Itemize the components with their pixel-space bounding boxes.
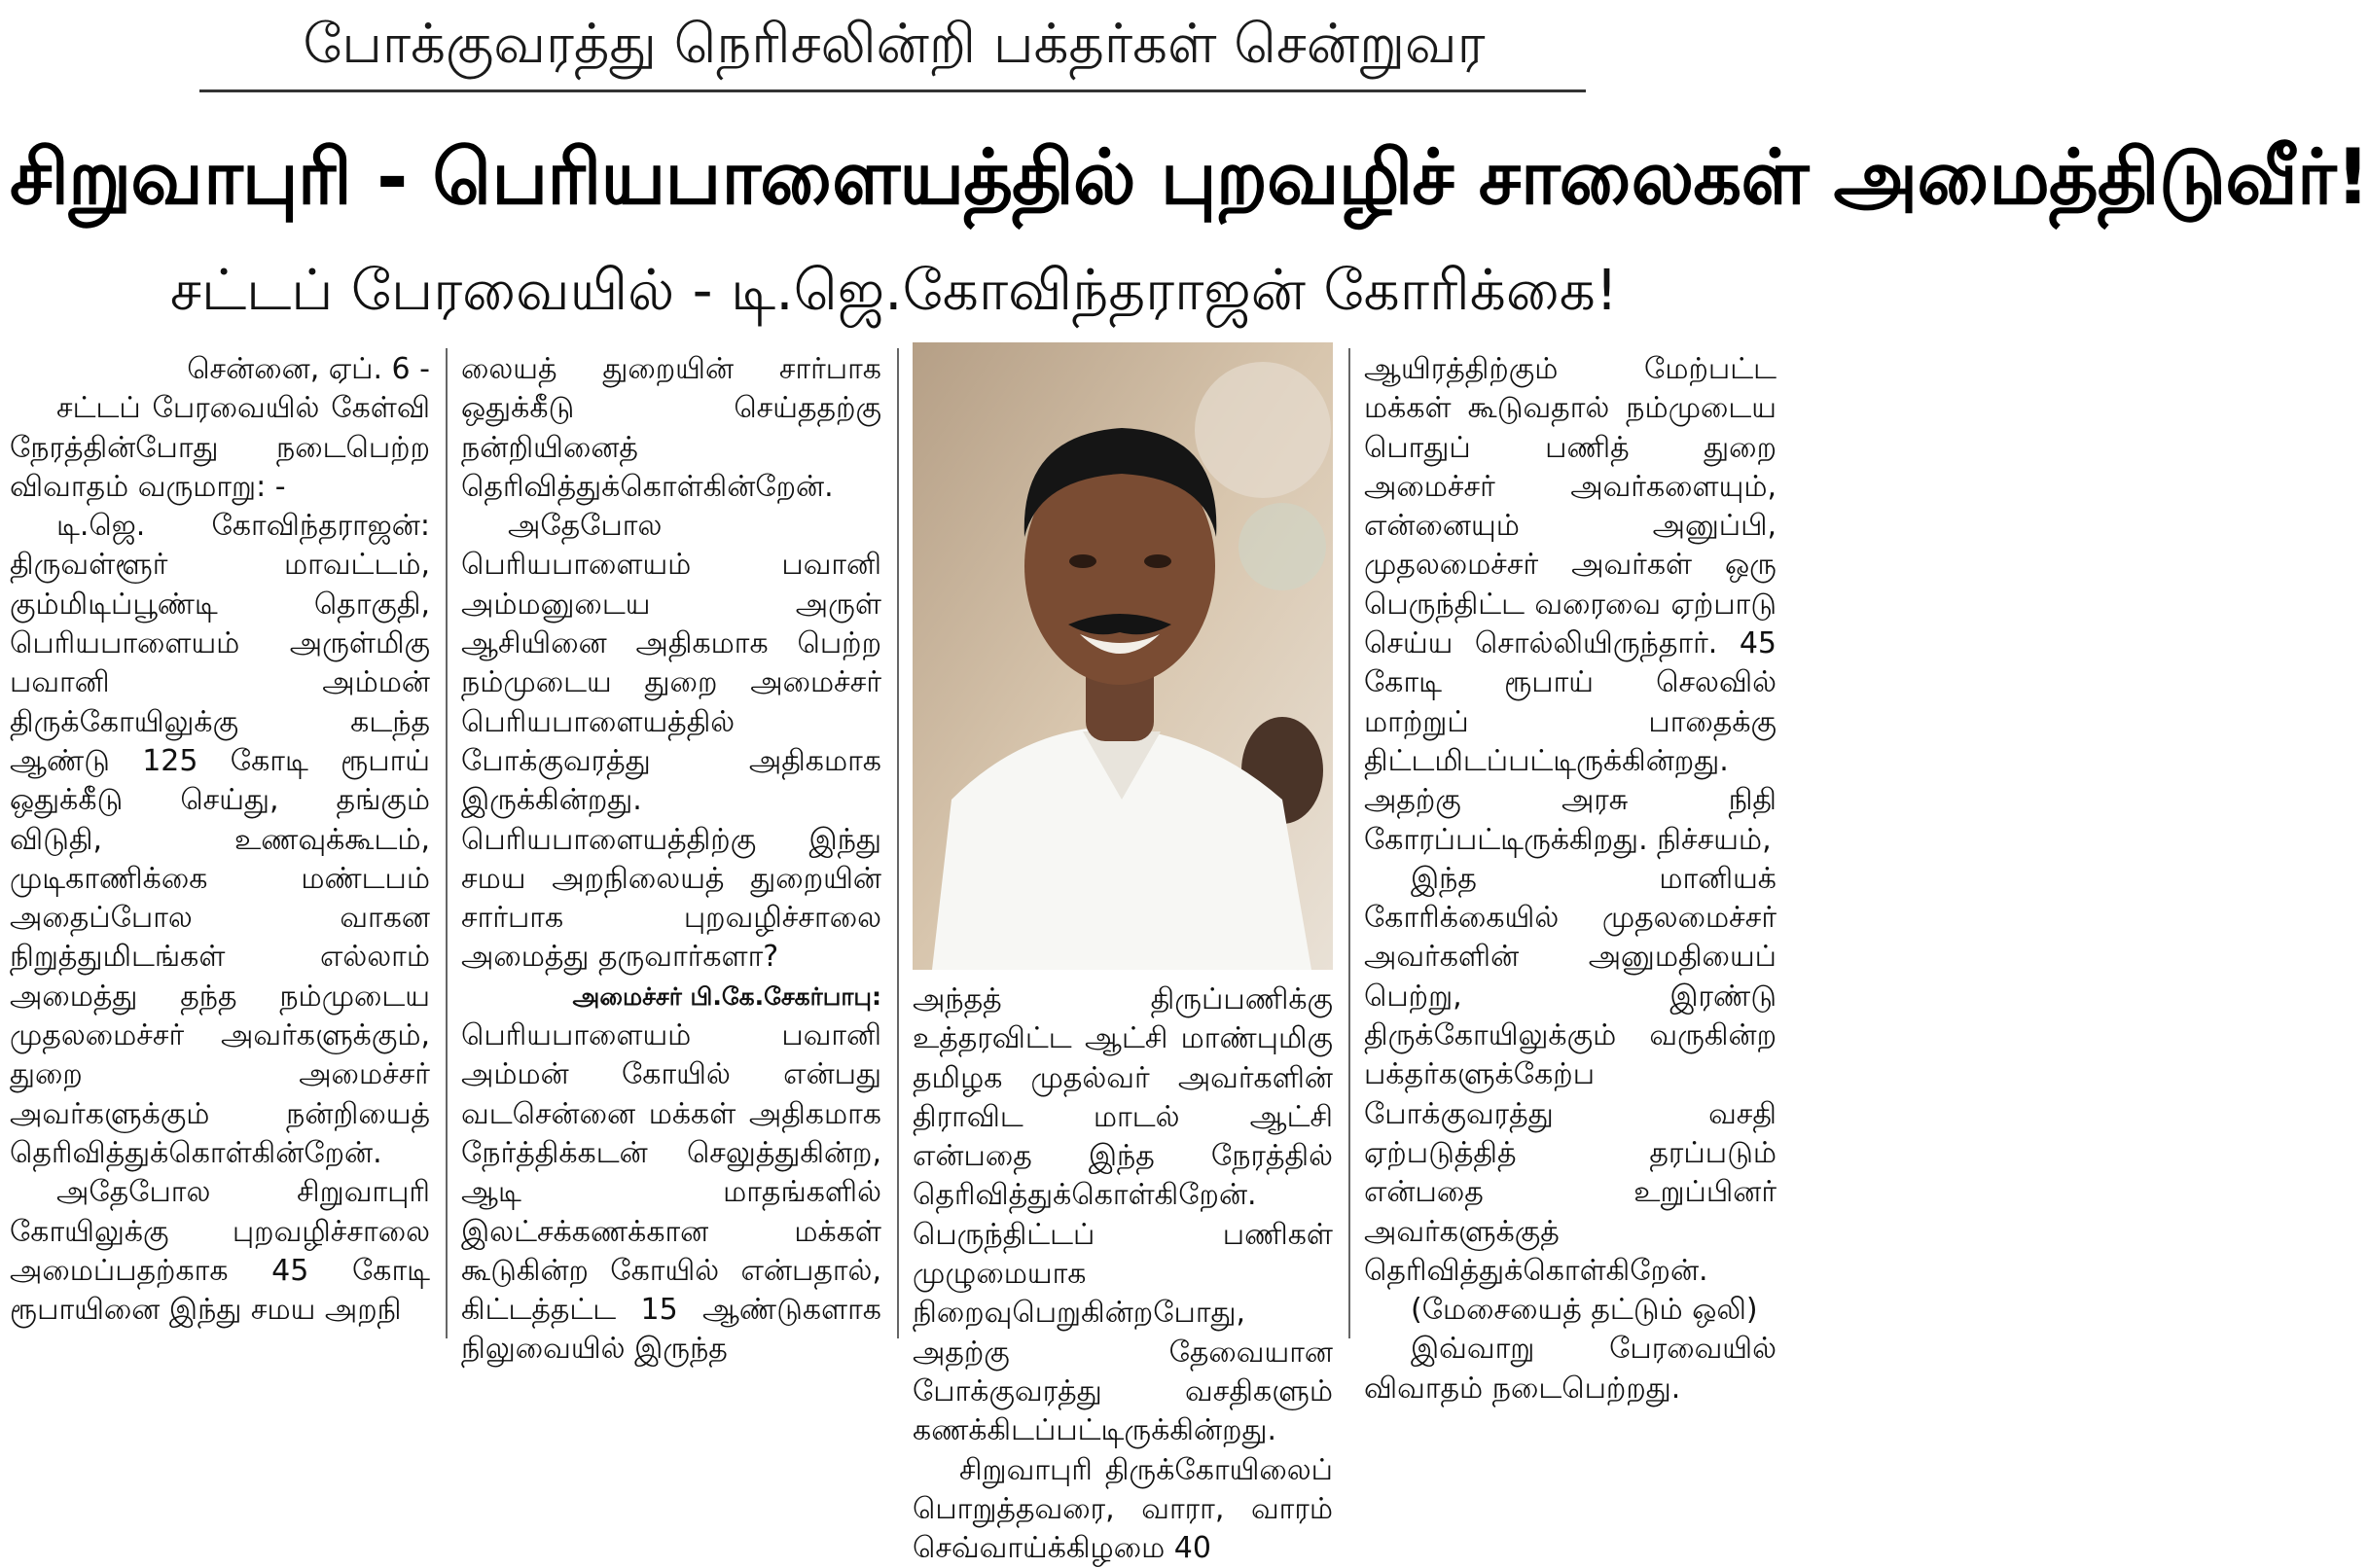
column-divider	[897, 348, 899, 1338]
kicker-headline: போக்குவரத்து நெரிசலின்றி பக்தர்கள் சென்றுவர	[303, 13, 1486, 76]
article-paragraph: இந்த மானியக் கோரிக்கையில் முதலமைச்சர் அவர்களின் அனுமதியைப் பெற்று, இரண்டு திருக்கோயிலுக்கும் வருகின்ற பக்தர்களுக்கேற்ப போக்குவரத்து வசதி ஏற்படுத்தித் தரப்படும் என்பதை உறுப்பினர் அவர்களுக்குத் தெரிவித்துக்கொள்கிறேன்.	[1364, 861, 1777, 1288]
sub-headline: சட்டப் பேரவையில் - டி.ஜெ.கோவிந்தராஜன் கோரிக்கை!	[169, 257, 1619, 323]
portrait-illustration	[913, 342, 1333, 970]
article-paragraph: பெரியபாளையம் பவானி அம்மன் கோயில் என்பது வடசென்னை மக்கள் அதிகமாக நேர்த்திக்கடன் செலுத்துகின்ற, ஆடி மாதங்களில் இலட்சக்கணக்கான மக்கள் கூடுகின்ற கோயில் என்பதால், கிட்டத்தட்ட 15 ஆண்டுகளாக நிலுவையில் இருந்த	[461, 1018, 881, 1367]
speaker-label: அமைச்சர் பி.கே.சேகர்பாபு:	[572, 981, 881, 1011]
article-paragraph: ஆயிரத்திற்கும் மேற்பட்ட மக்கள் கூடுவதால் நம்முடைய பொதுப் பணித் துறை அமைச்சர் அவர்களையும், என்னையும் அனுப்பி, முதலமைச்சர் அவர்கள் ஒரு பெருந்திட்ட வரைவை ஏற்பாடு செய்ய சொல்லியிருந்தார். 45 கோடி ரூபாய் செலவில் மாற்றுப் பாதைக்கு திட்டமிடப்பட்டிருக்கின்றது. அதற்கு அரசு நிதி கோரப்பட்டிருக்கிறது. நிச்சயம்,	[1364, 352, 1777, 857]
article-column-4	[1364, 350, 1777, 1408]
article-column-1	[10, 350, 430, 1330]
applause-note: (மேசையைத் தட்டும் ஒலி)	[1411, 1293, 1758, 1328]
portrait-photo	[913, 342, 1333, 970]
article-paragraph: அந்தத் திருப்பணிக்கு உத்தரவிட்ட ஆட்சி மாண்புமிகு தமிழக முதல்வர் அவர்களின் திராவிட மாடல் ஆட்சி என்பதை இந்த நேரத்தில் தெரிவித்துக்கொள்கிறேன். பெருந்திட்டப் பணிகள் முழுமையாக நிறைவுபெறுகின்றபோது, அதற்கு தேவையான போக்குவரத்து வசதிகளும் கணக்கிடப்பட்டிருக்கின்றது.	[913, 982, 1333, 1448]
article-column-2	[461, 350, 881, 1370]
article-paragraph: அதேபோல பெரியபாளையம் பவானி அம்மனுடைய அருள் ஆசியினை அதிகமாக பெற்ற நம்முடைய துறை அமைச்சர் பெரியபாளையத்தில் போக்குவரத்து அதிகமாக இருக்கின்றது. பெரியபாளையத்திற்கு இந்து சமய அறநிலையத் துறையின் சார்பாக புறவழிச்சாலை அமைத்து தருவார்களா?	[461, 509, 881, 975]
column-divider	[1348, 348, 1350, 1338]
column-divider	[446, 348, 448, 1338]
article-paragraph: இவ்வாறு பேரவையில் விவாதம் நடைபெற்றது.	[1364, 1332, 1777, 1406]
article-paragraph: டி.ஜெ. கோவிந்தராஜன்: திருவள்ளூர் மாவட்டம், கும்மிடிப்பூண்டி தொகுதி, பெரியபாளையம் அருள்மிகு பவானி அம்மன் திருக்கோயிலுக்கு கடந்த ஆண்டு 125 கோடி ரூபாய் ஒதுக்கீடு செய்து, தங்கும் விடுதி, உணவுக்கூடம், முடிகாணிக்கை மண்டபம் அதைப்போல வாகன நிறுத்துமிடங்கள் எல்லாம் அமைத்து தந்த நம்முடைய முதலமைச்சர் அவர்களுக்கும், துறை அமைச்சர் அவர்களுக்கும் நன்றியைத் தெரிவித்துக்கொள்கின்றேன்.	[10, 509, 430, 1170]
main-headline: சிறுவாபுரி - பெரியபாளையத்தில் புறவழிச் சாலைகள் அமைத்திடுவீர்!	[10, 134, 2369, 222]
kicker-rule	[199, 89, 1586, 92]
article-paragraph: சட்டப் பேரவையில் கேள்வி நேரத்தின்போது நடைபெற்ற விவாதம் வருமாறு: -	[10, 391, 430, 504]
article-paragraph: லையத் துறையின் சார்பாக ஒதுக்கீடு செய்ததற்கு நன்றியினைத் தெரிவித்துக்கொள்கின்றேன்.	[461, 352, 881, 504]
article-column-3	[913, 980, 1333, 1568]
article-paragraph: சிறுவாபுரி திருக்கோயிலைப் பொறுத்தவரை, வாரா, வாரம் செவ்வாய்க்கிழமை 40	[913, 1452, 1333, 1566]
dateline: சென்னை, ஏப். 6 -	[187, 352, 430, 386]
article-paragraph: அதேபோல சிறுவாபுரி கோயிலுக்கு புறவழிச்சாலை அமைப்பதற்காக 45 கோடி ரூபாயினை இந்து சமய அறநி	[10, 1175, 430, 1328]
